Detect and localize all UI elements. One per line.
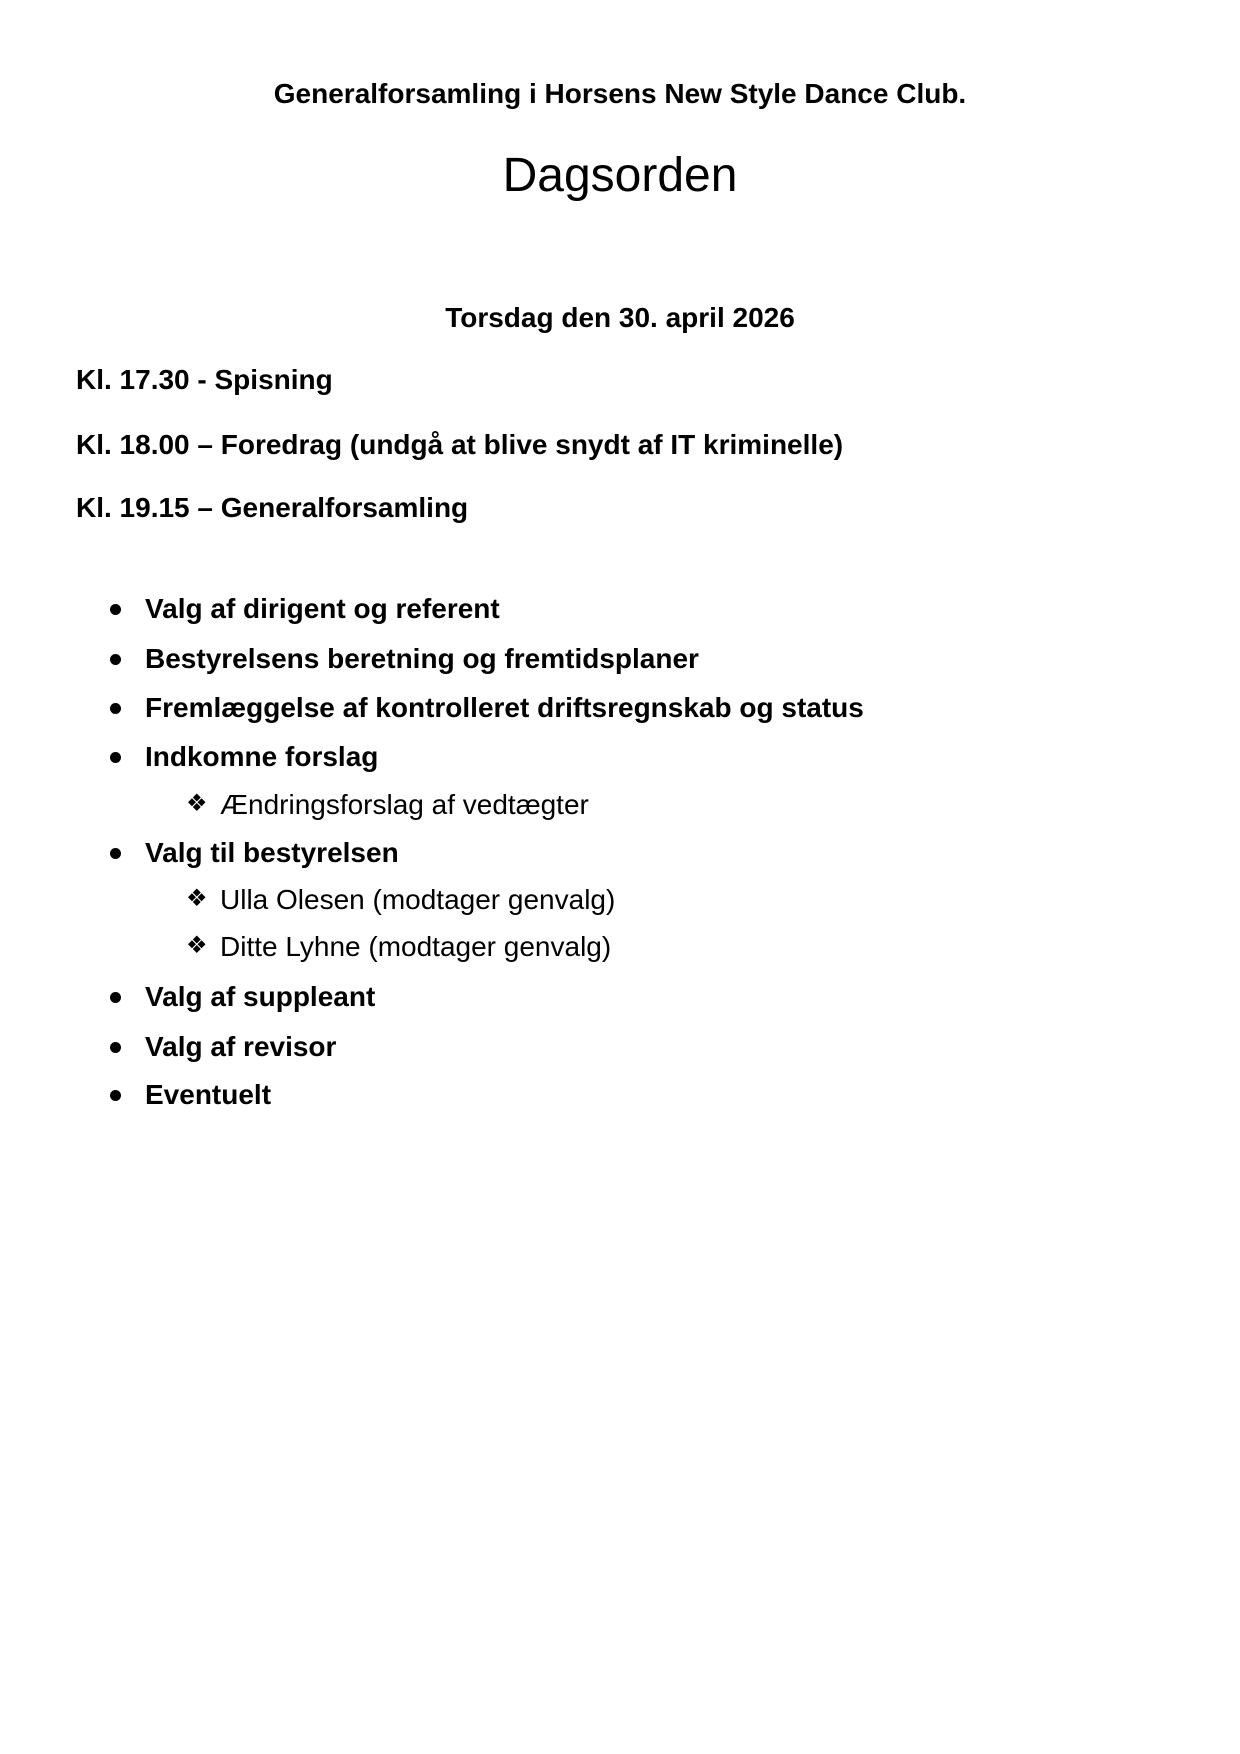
schedule-item: Kl. 18.00 – Foredrag (undgå at blive snydt af IT kriminelle) [76, 429, 844, 460]
bullet-icon [110, 604, 121, 615]
agenda-item: Valg af revisor [145, 1031, 337, 1062]
bullet-icon [110, 703, 121, 714]
agenda-subitem: Ulla Olesen (modtager genvalg) [220, 884, 616, 915]
page-title: Dagsorden [502, 149, 738, 202]
agenda-item: Fremlæggelse af kontrolleret driftsregnskab og status [145, 692, 864, 723]
org-title: Generalforsamling i Horsens New Style Dance Club. [273, 78, 967, 109]
bullet-icon [110, 752, 121, 763]
diamond-bullet-icon: ❖ [186, 790, 208, 817]
meeting-date: Torsdag den 30. april 2026 [445, 302, 795, 333]
diamond-bullet-icon: ❖ [186, 932, 208, 959]
bullet-icon [110, 1090, 121, 1101]
agenda-item: Eventuelt [145, 1079, 272, 1110]
schedule-item: Kl. 17.30 - Spisning [76, 364, 333, 395]
agenda-item: Valg af suppleant [145, 981, 376, 1012]
agenda-item: Indkomne forslag [145, 741, 379, 772]
bullet-icon [110, 654, 121, 665]
agenda-item: Bestyrelsens beretning og fremtidsplaner [145, 643, 699, 674]
agenda-subitem: Ændringsforslag af vedtægter [220, 789, 589, 820]
bullet-icon [110, 848, 121, 859]
agenda-item: Valg til bestyrelsen [145, 837, 399, 868]
agenda-item: Valg af dirigent og referent [145, 593, 500, 624]
bullet-icon [110, 1042, 121, 1053]
diamond-bullet-icon: ❖ [186, 885, 208, 912]
schedule-item: Kl. 19.15 – Generalforsamling [76, 492, 469, 523]
agenda-subitem: Ditte Lyhne (modtager genvalg) [220, 931, 612, 962]
bullet-icon [110, 992, 121, 1003]
